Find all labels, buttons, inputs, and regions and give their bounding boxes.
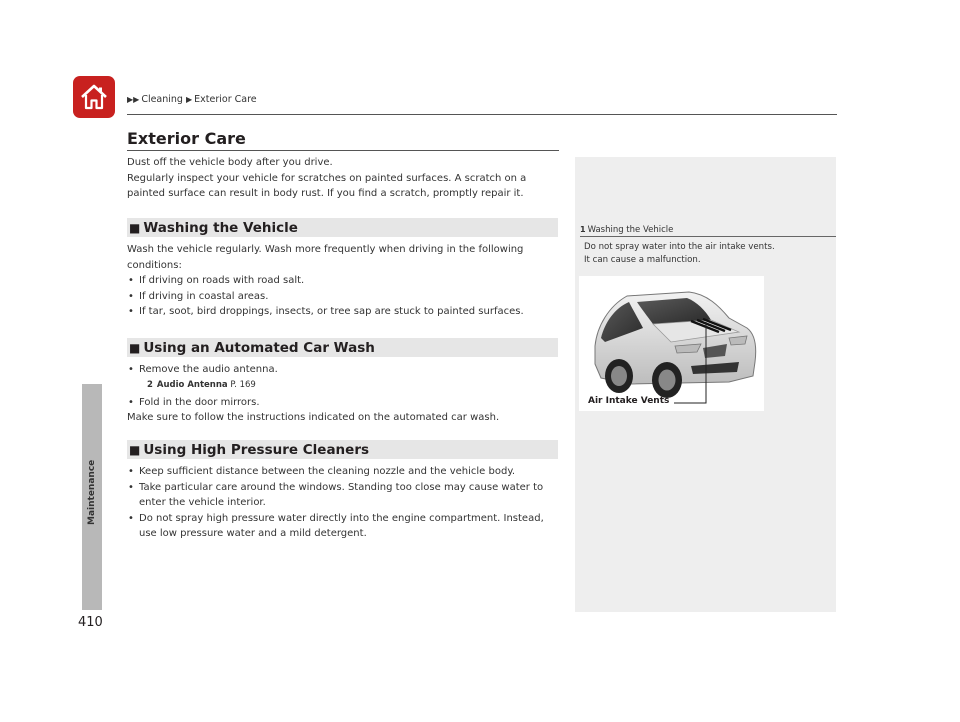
page-number: 410 — [78, 615, 103, 630]
breadcrumb-arrow-icon: ▶ — [186, 95, 193, 104]
home-button[interactable] — [73, 76, 115, 118]
list-item: • If driving in coastal areas. — [127, 289, 524, 305]
chapter-label: Maintenance — [87, 459, 97, 525]
breadcrumb-arrow-icon: ▶▶ — [127, 95, 140, 104]
note-rule — [580, 236, 836, 237]
list-item: • If driving on roads with road salt. — [127, 273, 524, 289]
washing-conditions-list — [127, 273, 524, 320]
reference-arrow-icon: 2 — [147, 379, 153, 390]
list-item: • Take particular care around the windows. Standing too close may cause water to enter the vehicle interior. — [127, 480, 544, 511]
section-high-pressure-heading: ■ Using High Pressure Cleaners — [127, 440, 558, 459]
section-square-icon: ■ — [129, 442, 141, 457]
washing-text: Wash the vehicle regularly. Wash more frequently when driving in the following conditions: • If driving on roads with road salt. • If driving in coastal areas. • If tar, soot, bird droppings, insects, or tree sap are stuck to painted surfaces. — [127, 242, 524, 320]
audio-antenna-link[interactable]: 2 Audio Antenna P. 169 — [147, 379, 256, 390]
note-heading: 1 Washing the Vehicle — [580, 225, 674, 235]
intro-paragraph: Dust off the vehicle body after you drive. Regularly inspect your vehicle for scratches on painted surfaces. A scratch on a painted surface can result in body rust. If you find a scratch, promptly repair it. — [127, 157, 527, 199]
list-item: • Keep sufficient distance between the cleaning nozzle and the vehicle body. — [127, 464, 544, 480]
high-pressure-text — [127, 464, 544, 542]
title-rule — [127, 150, 559, 151]
home-icon — [79, 83, 109, 111]
breadcrumb-item-exterior-care[interactable]: Exterior Care — [194, 94, 257, 105]
section-car-wash-heading: ■ Using an Automated Car Wash — [127, 338, 558, 357]
breadcrumb-item-cleaning[interactable]: Cleaning — [141, 94, 183, 105]
header-rule — [127, 114, 837, 115]
breadcrumb — [127, 94, 257, 105]
car-illustration — [579, 276, 764, 411]
car-hatchback-illustration — [579, 276, 764, 411]
car-wash-text: • Remove the audio antenna. 2 Audio Antenna P. 169 • Fold in the door mirrors. Make sure to follow the instructions indicated on the automated car wash. — [127, 362, 499, 426]
list-item: • If tar, soot, bird droppings, insects, or tree sap are stuck to painted surfaces. — [127, 304, 524, 320]
list-item: • Do not spray high pressure water directly into the engine compartment. Instead, use low pressure water and a mild detergent. — [127, 511, 544, 542]
section-washing-heading: ■ Washing the Vehicle — [127, 218, 558, 237]
list-item: • Remove the audio antenna. — [127, 362, 499, 378]
list-item: • Fold in the door mirrors. — [127, 395, 499, 411]
note-number: 1 — [580, 225, 586, 234]
section-square-icon: ■ — [129, 220, 141, 235]
section-square-icon: ■ — [129, 340, 141, 355]
page-title: Exterior Care — [127, 129, 246, 148]
air-intake-vents-label: Air Intake Vents — [588, 396, 670, 406]
note-text: Do not spray water into the air intake vents. It can cause a malfunction. — [584, 242, 775, 265]
